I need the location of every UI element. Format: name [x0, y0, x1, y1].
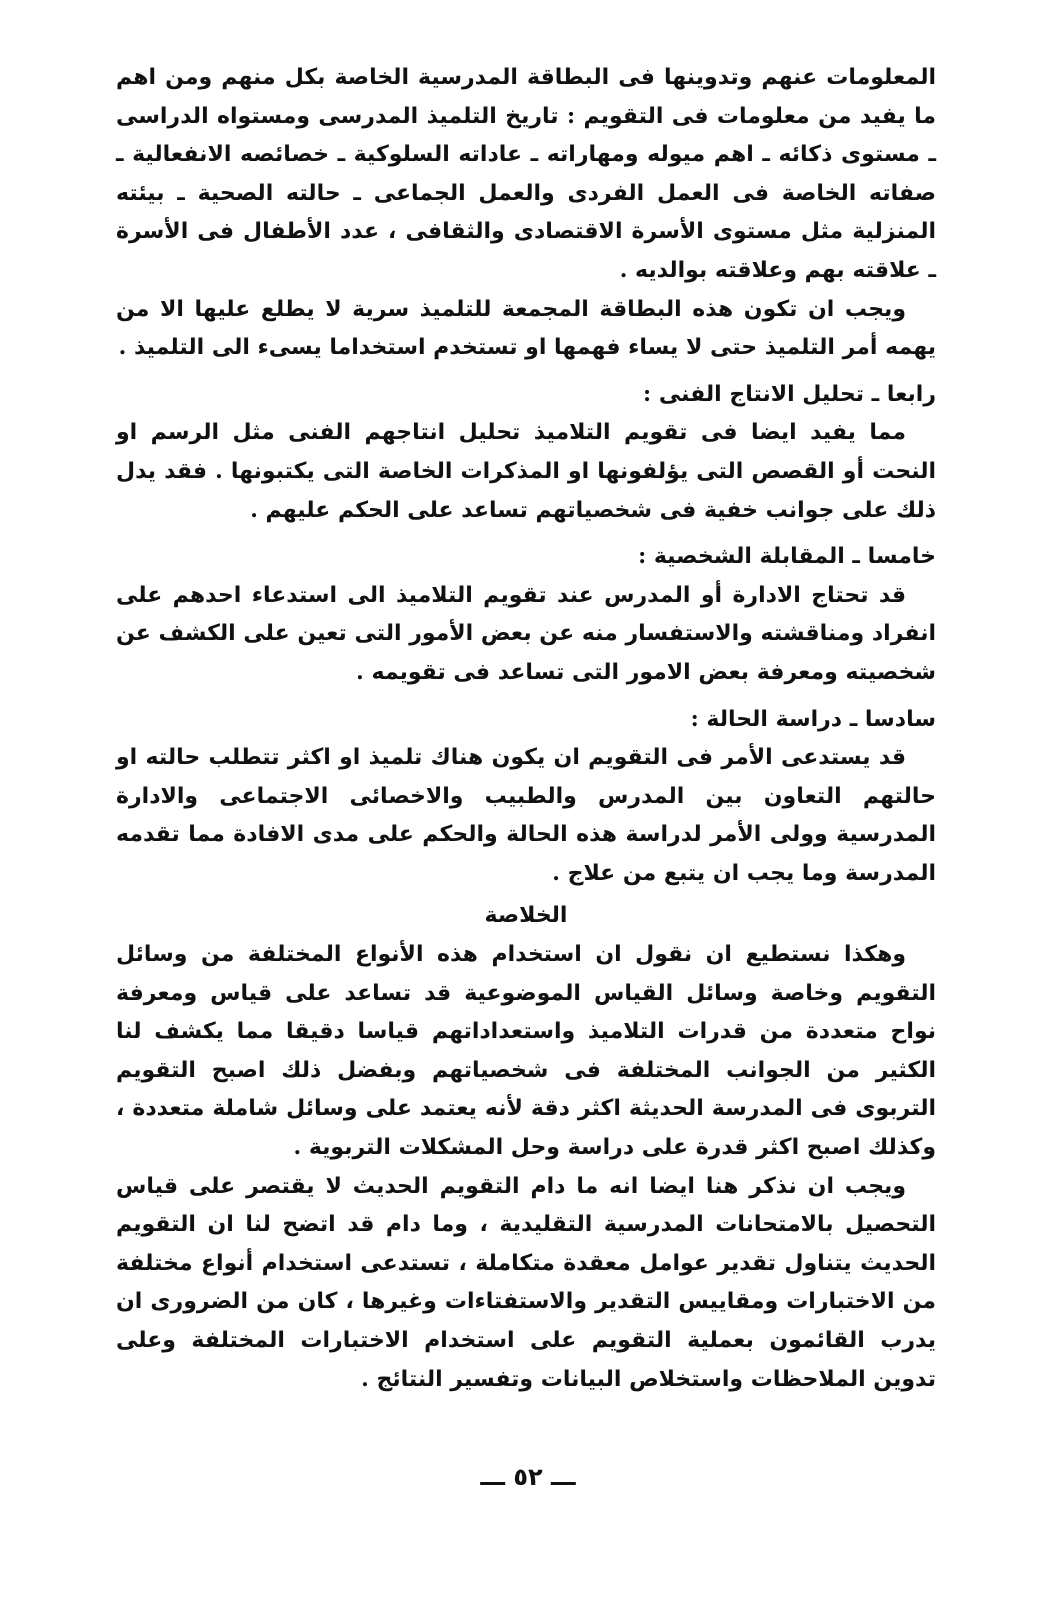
section-heading-fourth: رابعا ـ تحليل الانتاج الفنى :	[643, 380, 936, 407]
section-heading-fifth: خامسا ـ المقابلة الشخصية :	[638, 543, 936, 570]
page-number: ـــ ٥٢ ـــ	[480, 1463, 576, 1491]
section-heading-sixth: سادسا ـ دراسة الحالة :	[690, 705, 936, 732]
conclusion-paragraph-1: وهكذا نستطيع ان نقول ان استخدام هذه الأنواع المختلفة من وسائل التقويم وخاصة وسائل القياس الموضوعية قد تساعد على قياس ومعرفة نواح متعددة من قدرات التلاميذ واستعداداتهم قياسا دقيقا مما يكشف لنا الكثير من الجوانب المختلفة فى شخصياتهم وبفضل ذلك اصبح التقويم التربوى فى المدرسة الحديثة اكثر دقة لأنه يعتمد على وسائل شاملة متعددة ، وكذلك اصبح اكثر قدرة على دراسة وحل المشكلات التربوية .	[116, 941, 936, 1161]
section-body-sixth: قد يستدعى الأمر فى التقويم ان يكون هناك تلميذ او اكثر تتطلب حالته او حالتهم التعاون بين المدرس والطبيب والاخصائى الاجتماعى والادارة المدرسية وولى الأمر لدراسة هذه الحالة والحكم على مدى الافادة مما تقدمه المدرسة وما يجب ان يتبع من علاج .	[116, 744, 936, 886]
conclusion-paragraph-2: ويجب ان نذكر هنا ايضا انه ما دام التقويم الحديث لا يقتصر على قياس التحصيل بالامتحانات المدرسية التقليدية ، وما دام قد اتضح لنا ان التقويم الحديث يتناول تقدير عوامل معقدة متكاملة ، تستدعى استخدام أنواع مختلفة من الاختبارات ومقاييس التقدير والاستفتاءات وغيرها ، كان من الضرورى ان يدرب القائمون بعملية التقويم على استخدام الاختبارات المختلفة وعلى تدوين الملاحظات واستخلاص البيانات وتفسير النتائج .	[116, 1172, 936, 1392]
page-body	[116, 58, 936, 1398]
conclusion-heading: الخلاصة	[484, 902, 568, 929]
section-body-fifth: قد تحتاج الادارة أو المدرس عند تقويم التلاميذ الى استدعاء احدهم على انفراد ومناقشته والاستفسار منه عن بعض الأمور التى تعين على الكشف عن شخصيته ومعرفة بعض الامور التى تساعد فى تقويمه .	[116, 581, 936, 685]
confidentiality-paragraph: ويجب ان تكون هذه البطاقة المجمعة للتلميذ سرية لا يطلع عليها الا من يهمه أمر التلميذ حتى لا يساء فهمها او تستخدم استخداما يسىء الى التلميذ .	[116, 295, 936, 361]
section-body-fourth: مما يفيد ايضا فى تقويم التلاميذ تحليل انتاجهم الفنى مثل الرسم او النحت أو القصص التى يؤلفونها او المذكرات الخاصة التى يكتبونها . فقد يدل ذلك على جوانب خفية فى شخصياتهم تساعد على الحكم عليهم .	[116, 419, 936, 523]
opening-paragraph: المعلومات عنهم وتدوينها فى البطاقة المدرسية الخاصة بكل منهم ومن اهم ما يفيد من معلومات فى التقويم : تاريخ التلميذ المدرسى ومستواه الدراسى ـ مستوى ذكائه ـ اهم ميوله ومهاراته ـ عاداته السلوكية ـ خصائصه الانفعالية ـ صفاته الخاصة فى العمل الفردى والعمل الجماعى ـ حالته الصحية ـ بيئته المنزلية مثل مستوى الأسرة الاقتصادى والثقافى ، عدد الأطفال فى الأسرة ـ علاقته بهم وعلاقته بوالديه .	[116, 64, 936, 283]
